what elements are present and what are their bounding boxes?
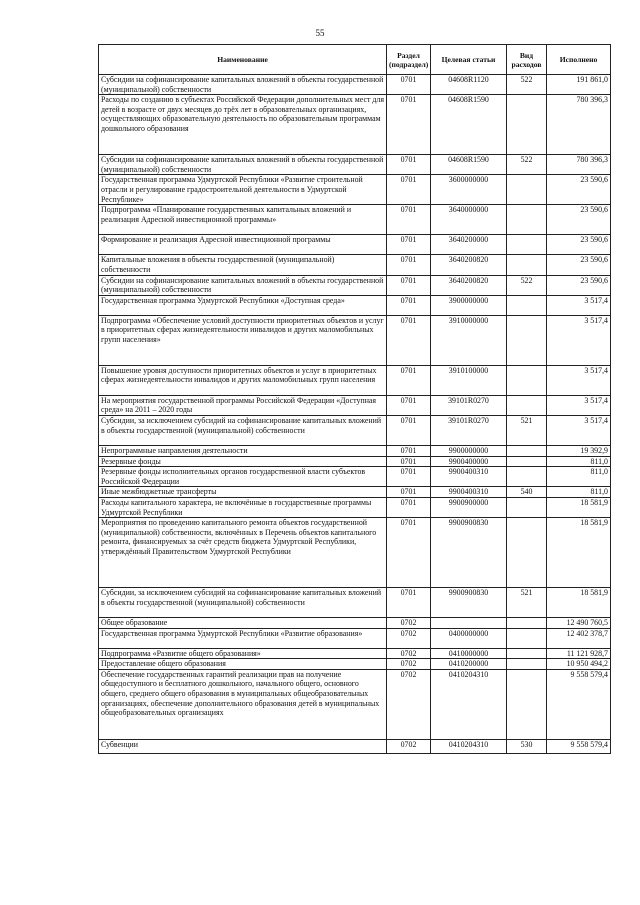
row-value: 811,0	[547, 467, 611, 487]
table-row	[99, 497, 611, 517]
row-target: 04608R1590	[431, 95, 507, 155]
row-type	[507, 315, 547, 365]
row-target: 3640200000	[431, 235, 507, 255]
row-section: 0701	[387, 497, 431, 517]
table-row	[99, 669, 611, 739]
row-type: 522	[507, 155, 547, 175]
row-value: 19 392,9	[547, 445, 611, 456]
row-name: Мероприятия по проведению капитального ремонта объектов государственной (муниципальной) собственности, включённых в Перечень объектов капитального ремонта, финансируемых за счёт средств бюджета Удмуртской Республики, утверждённый Правительством Удмуртской Республики	[99, 518, 387, 588]
table-row	[99, 415, 611, 445]
row-name: Государственная программа Удмуртской Республики «Доступная среда»	[99, 295, 387, 315]
row-section: 0701	[387, 467, 431, 487]
row-value: 780 396,3	[547, 155, 611, 175]
row-name: Капитальные вложения в объекты государственной (муниципальной) собственности	[99, 255, 387, 275]
row-type	[507, 518, 547, 588]
row-name: Резервные фонды	[99, 456, 387, 467]
row-section: 0702	[387, 628, 431, 648]
row-target: 39101R0270	[431, 395, 507, 415]
row-value: 18 581,9	[547, 497, 611, 517]
row-target: 9900900000	[431, 497, 507, 517]
row-target: 0410204310	[431, 669, 507, 739]
row-section: 0701	[387, 487, 431, 498]
row-value: 3 517,4	[547, 365, 611, 395]
row-type	[507, 365, 547, 395]
table-row	[99, 628, 611, 648]
table-row	[99, 445, 611, 456]
table-row	[99, 467, 611, 487]
table-row	[99, 487, 611, 498]
row-target: 0410000000	[431, 648, 507, 659]
row-value: 9 558 579,4	[547, 739, 611, 753]
row-target: 3910000000	[431, 315, 507, 365]
table-row	[99, 365, 611, 395]
row-target: 3640200820	[431, 275, 507, 295]
table-row	[99, 205, 611, 235]
table-row	[99, 275, 611, 295]
row-type	[507, 95, 547, 155]
row-type	[507, 445, 547, 456]
row-target: 0410204310	[431, 739, 507, 753]
row-section: 0702	[387, 618, 431, 629]
row-section: 0701	[387, 445, 431, 456]
header-name: Наименование	[99, 45, 387, 75]
row-type	[507, 497, 547, 517]
row-type	[507, 618, 547, 629]
row-value: 23 590,6	[547, 275, 611, 295]
table-row	[99, 648, 611, 659]
table-row	[99, 235, 611, 255]
row-value: 3 517,4	[547, 395, 611, 415]
row-name: Иные межбюджетные трансферты	[99, 487, 387, 498]
row-target: 9900400310	[431, 487, 507, 498]
row-value: 23 590,6	[547, 175, 611, 205]
row-name: Предоставление общего образования	[99, 659, 387, 670]
row-target: 3900000000	[431, 295, 507, 315]
row-target: 39101R0270	[431, 415, 507, 445]
row-target: 0400000000	[431, 628, 507, 648]
row-value: 23 590,6	[547, 255, 611, 275]
row-name: Общее образование	[99, 618, 387, 629]
table-row	[99, 315, 611, 365]
row-name: Субсидии на софинансирование капитальных вложений в объекты государственной (муниципальной) собственности	[99, 155, 387, 175]
row-type	[507, 255, 547, 275]
row-target: 9900400000	[431, 456, 507, 467]
row-target: 9900000000	[431, 445, 507, 456]
row-value: 18 581,9	[547, 588, 611, 618]
row-section: 0701	[387, 155, 431, 175]
row-type	[507, 175, 547, 205]
header-target: Целевая статьи	[431, 45, 507, 75]
row-section: 0701	[387, 315, 431, 365]
row-section: 0701	[387, 295, 431, 315]
row-target: 9900400310	[431, 467, 507, 487]
header-type: Вид расходов	[507, 45, 547, 75]
row-type	[507, 295, 547, 315]
row-name: Субсидии, за исключением субсидий на софинансирование капитальных вложений в объекты государственной (муниципальной) собственности	[99, 415, 387, 445]
table-row	[99, 518, 611, 588]
row-section: 0702	[387, 739, 431, 753]
row-target	[431, 618, 507, 629]
table-row	[99, 95, 611, 155]
header-executed: Исполнено	[547, 45, 611, 75]
row-name: Расходы по созданию в субъектах Российской Федерации дополнительных мест для детей в возрасте от двух месяцев до трёх лет в образовательных организациях, осуществляющих образовательную деятельность по образовательным программам дошкольного образования	[99, 95, 387, 155]
row-name: Подпрограмма «Планирование государственных капитальных вложений и реализация Адресной инвестиционной программы»	[99, 205, 387, 235]
row-section: 0701	[387, 95, 431, 155]
row-value: 780 396,3	[547, 95, 611, 155]
row-value: 9 558 579,4	[547, 669, 611, 739]
row-value: 23 590,6	[547, 235, 611, 255]
row-section: 0701	[387, 456, 431, 467]
row-section: 0701	[387, 255, 431, 275]
table-row	[99, 155, 611, 175]
row-name: Резервные фонды исполнительных органов государственной власти субъектов Российской Федерации	[99, 467, 387, 487]
row-name: Субвенции	[99, 739, 387, 753]
row-value: 191 861,0	[547, 75, 611, 95]
row-section: 0701	[387, 275, 431, 295]
row-type	[507, 648, 547, 659]
row-target: 04608R1120	[431, 75, 507, 95]
table-row	[99, 456, 611, 467]
row-type	[507, 669, 547, 739]
row-value: 3 517,4	[547, 315, 611, 365]
row-section: 0701	[387, 205, 431, 235]
row-name: На мероприятия государственной программы Российской Федерации «Доступная среда» на 2011 – 2020 годы	[99, 395, 387, 415]
row-section: 0701	[387, 518, 431, 588]
row-value: 811,0	[547, 456, 611, 467]
row-target: 04608R1590	[431, 155, 507, 175]
row-name: Обеспечение государственных гарантий реализации прав на получение общедоступного и бесплатного дошкольного, начального общего, основного общего, среднего общего образования в муниципальных общеобразовательных организациях, обеспечение дополнительного образования детей в муниципальных общеобразовательных организациях	[99, 669, 387, 739]
row-section: 0701	[387, 588, 431, 618]
row-target: 3640200820	[431, 255, 507, 275]
table-row	[99, 295, 611, 315]
row-value: 811,0	[547, 487, 611, 498]
row-section: 0701	[387, 175, 431, 205]
table-row	[99, 255, 611, 275]
row-target: 9900900830	[431, 588, 507, 618]
row-section: 0701	[387, 365, 431, 395]
row-value: 12 490 760,5	[547, 618, 611, 629]
page-number: 55	[315, 28, 325, 38]
row-type	[507, 456, 547, 467]
row-value: 3 517,4	[547, 295, 611, 315]
row-value: 3 517,4	[547, 415, 611, 445]
row-type	[507, 467, 547, 487]
budget-table	[98, 44, 611, 754]
row-name: Государственная программа Удмуртской Республики «Развитие образования»	[99, 628, 387, 648]
row-type: 522	[507, 75, 547, 95]
table-row	[99, 618, 611, 629]
table-row	[99, 588, 611, 618]
row-name: Непрограммные направления деятельности	[99, 445, 387, 456]
row-target: 3640000000	[431, 205, 507, 235]
row-name: Расходы капитального характера, не включённые в государственные программы Удмуртской Республики	[99, 497, 387, 517]
row-section: 0701	[387, 235, 431, 255]
row-type	[507, 395, 547, 415]
row-target: 3910100000	[431, 365, 507, 395]
table-row	[99, 75, 611, 95]
table-row	[99, 395, 611, 415]
header-section: Раздел (подраздел)	[387, 45, 431, 75]
row-section: 0701	[387, 75, 431, 95]
row-type	[507, 628, 547, 648]
row-type: 530	[507, 739, 547, 753]
row-section: 0702	[387, 648, 431, 659]
row-type	[507, 659, 547, 670]
table-row	[99, 175, 611, 205]
row-section: 0702	[387, 669, 431, 739]
row-name: Государственная программа Удмуртской Республики «Развитие строительной отрасли и регулирование градостроительной деятельности в Удмуртской Республике»	[99, 175, 387, 205]
row-name: Повышение уровня доступности приоритетных объектов и услуг в приоритетных сферах жизнедеятельности инвалидов и других маломобильных групп населения	[99, 365, 387, 395]
table-header-row	[99, 45, 611, 75]
row-name: Субсидии, за исключением субсидий на софинансирование капитальных вложений в объекты государственной (муниципальной) собственности	[99, 588, 387, 618]
table-row	[99, 739, 611, 753]
row-type: 540	[507, 487, 547, 498]
row-name: Субсидии на софинансирование капитальных вложений в объекты государственной (муниципальной) собственности	[99, 275, 387, 295]
row-target: 3600000000	[431, 175, 507, 205]
row-name: Субсидии на софинансирование капитальных вложений в объекты государственной (муниципальной) собственности	[99, 75, 387, 95]
row-name: Подпрограмма «Обеспечение условий доступности приоритетных объектов и услуг в приоритетных сферах жизнедеятельности инвалидов и других маломобильных групп населения»	[99, 315, 387, 365]
row-section: 0701	[387, 415, 431, 445]
table-row	[99, 659, 611, 670]
row-value: 18 581,9	[547, 518, 611, 588]
row-name: Подпрограмма «Развитие общего образования»	[99, 648, 387, 659]
row-section: 0701	[387, 395, 431, 415]
row-section: 0702	[387, 659, 431, 670]
row-target: 0410200000	[431, 659, 507, 670]
row-value: 23 590,6	[547, 205, 611, 235]
row-value: 12 402 378,7	[547, 628, 611, 648]
row-type: 521	[507, 588, 547, 618]
row-type: 522	[507, 275, 547, 295]
row-name: Формирование и реализация Адресной инвестиционной программы	[99, 235, 387, 255]
row-value: 10 950 494,2	[547, 659, 611, 670]
row-type: 521	[507, 415, 547, 445]
row-type	[507, 235, 547, 255]
row-type	[507, 205, 547, 235]
row-value: 11 121 928,7	[547, 648, 611, 659]
row-target: 9900900830	[431, 518, 507, 588]
